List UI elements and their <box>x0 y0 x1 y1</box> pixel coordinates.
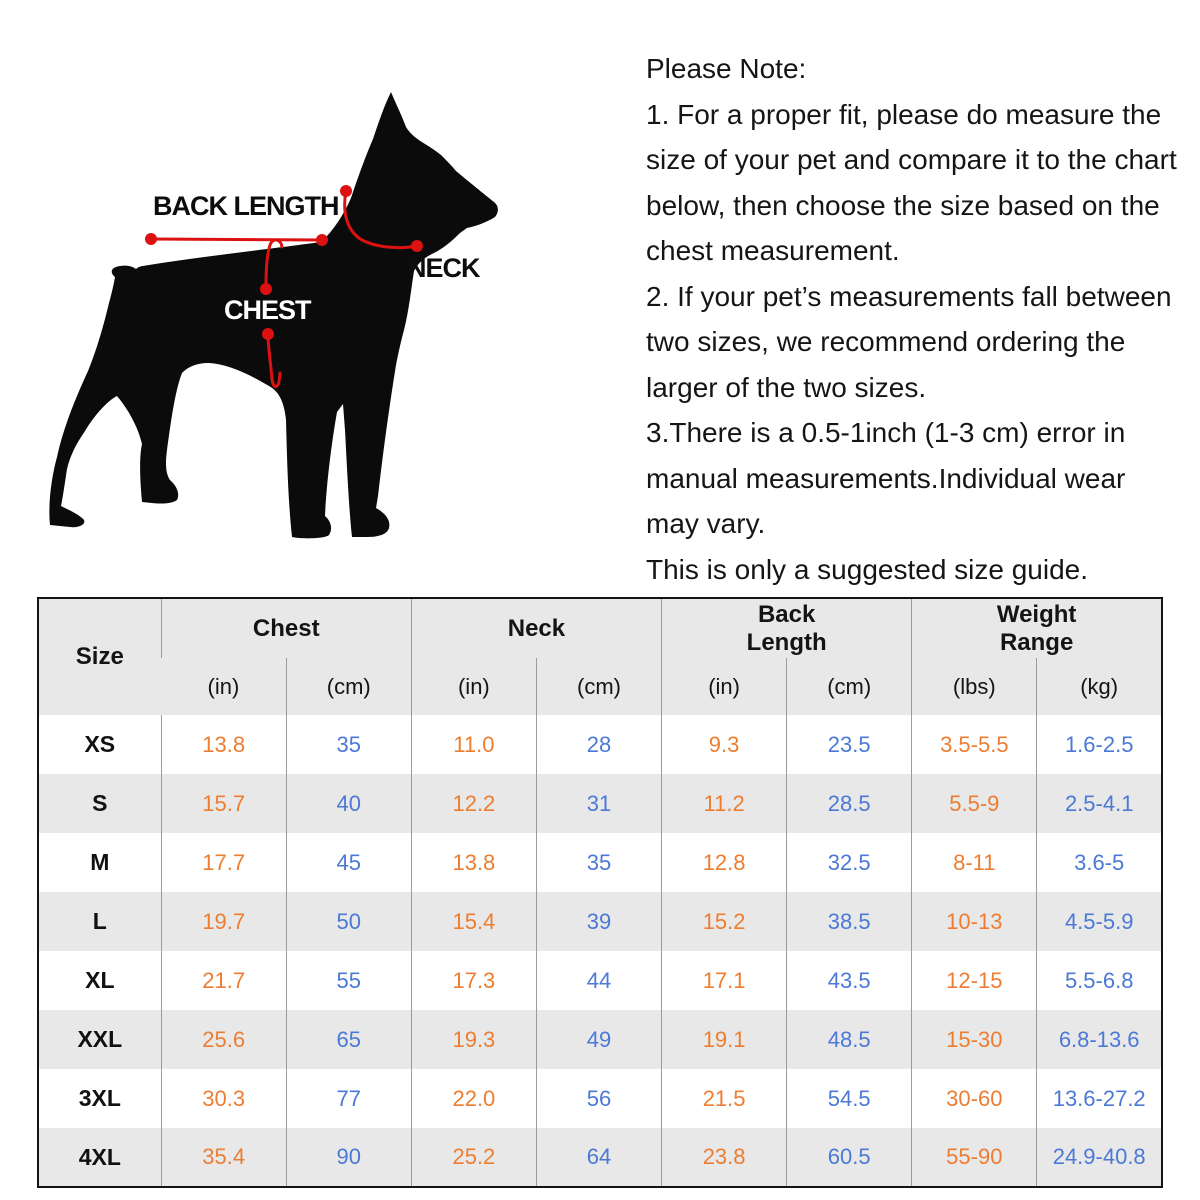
value-cell: 55-90 <box>912 1128 1037 1187</box>
size-cell: XS <box>84 731 116 757</box>
chest-label: CHEST <box>224 295 311 325</box>
value-cell: 22.0 <box>411 1069 536 1128</box>
value-cell: 12-15 <box>912 951 1037 1010</box>
value-cell: 25.2 <box>411 1128 536 1187</box>
back-length-dot-right <box>316 234 328 246</box>
size-cell: L <box>92 908 107 934</box>
unit-neck-in: (in) <box>411 658 536 715</box>
value-cell: 56 <box>536 1069 661 1128</box>
neck-label: NECK <box>407 253 480 283</box>
value-cell: 60.5 <box>787 1128 912 1187</box>
value-cell: 15.4 <box>411 892 536 951</box>
neck-dot-bottom <box>411 240 423 252</box>
value-cell: 35.4 <box>161 1128 286 1187</box>
note-line: size of your pet and compare it to the chart <box>646 144 1177 175</box>
size-cell: M <box>90 849 110 875</box>
note-line: This is only a suggested size guide. <box>646 553 1089 585</box>
unit-back-length-cm: (cm) <box>787 658 912 715</box>
note-line: 3.There is a 0.5-1inch (1-3 cm) error in <box>646 417 1126 448</box>
note-line: two sizes, we recommend ordering the <box>646 326 1126 357</box>
table-row <box>38 715 1162 774</box>
size-table <box>37 597 1163 1188</box>
note-title: Please Note: <box>646 53 807 84</box>
col-group-neck <box>411 598 661 658</box>
value-cell: 30-60 <box>912 1069 1037 1128</box>
value-cell: 28 <box>536 715 661 774</box>
value-cell: 2.5-4.1 <box>1037 774 1162 833</box>
value-cell: 44 <box>536 951 661 1010</box>
col-group-back-length-label: Back Length <box>746 600 827 656</box>
value-cell: 38.5 <box>787 892 912 951</box>
value-cell: 55 <box>286 951 411 1010</box>
unit-neck-cm: (cm) <box>536 658 661 715</box>
value-cell: 11.2 <box>662 774 787 833</box>
value-cell: 19.1 <box>662 1010 787 1069</box>
col-group-neck-label: Neck <box>507 614 566 642</box>
value-cell: 11.0 <box>411 715 536 774</box>
col-group-weight-range <box>912 598 1162 658</box>
value-cell: 12.8 <box>662 833 787 892</box>
table-row <box>38 1010 1162 1069</box>
value-cell: 43.5 <box>787 951 912 1010</box>
table-row <box>38 951 1162 1010</box>
value-cell: 48.5 <box>787 1010 912 1069</box>
col-group-back-length <box>662 598 912 658</box>
note-line: chest measurement. <box>646 235 900 266</box>
note-line: 2. If your pet’s measurements fall between <box>646 280 1172 312</box>
value-cell: 54.5 <box>787 1069 912 1128</box>
value-cell: 32.5 <box>787 833 912 892</box>
back-length-label: BACK LENGTH <box>153 191 339 221</box>
col-group-chest <box>161 598 411 658</box>
chest-dot-top <box>260 283 272 295</box>
table-row <box>38 833 1162 892</box>
col-header-size: Size <box>38 598 161 715</box>
unit-chest-in: (in) <box>161 658 286 715</box>
value-cell: 5.5-6.8 <box>1037 951 1162 1010</box>
value-cell: 13.6-27.2 <box>1037 1069 1162 1128</box>
back-length-dot-left <box>145 233 157 245</box>
value-cell: 90 <box>286 1128 411 1187</box>
size-cell: XXL <box>77 1026 123 1052</box>
value-cell: 77 <box>286 1069 411 1128</box>
note-body <box>646 92 1186 593</box>
value-cell: 5.5-9 <box>912 774 1037 833</box>
note-line: 1. For a proper fit, please do measure the <box>646 98 1162 130</box>
value-cell: 28.5 <box>787 774 912 833</box>
value-cell: 24.9-40.8 <box>1037 1128 1162 1187</box>
value-cell: 3.6-5 <box>1037 833 1162 892</box>
value-cell: 21.5 <box>662 1069 787 1128</box>
neck-dot-top <box>340 185 352 197</box>
unit-weight-kg: (kg) <box>1037 658 1162 715</box>
note-panel <box>646 46 1186 592</box>
unit-chest-cm: (cm) <box>286 658 411 715</box>
value-cell: 39 <box>536 892 661 951</box>
value-cell: 6.8-13.6 <box>1037 1010 1162 1069</box>
value-cell: 45 <box>286 833 411 892</box>
note-line: larger of the two sizes. <box>646 371 927 403</box>
value-cell: 35 <box>286 715 411 774</box>
value-cell: 35 <box>536 833 661 892</box>
note-line: manual measurements.Individual wear <box>646 462 1126 494</box>
back-length-line <box>151 239 322 240</box>
note-line: may vary. <box>646 508 766 539</box>
value-cell: 23.8 <box>662 1128 787 1187</box>
value-cell: 4.5-5.9 <box>1037 892 1162 951</box>
value-cell: 23.5 <box>787 715 912 774</box>
size-cell: 4XL <box>78 1143 121 1170</box>
value-cell: 15-30 <box>912 1010 1037 1069</box>
value-cell: 9.3 <box>662 715 787 774</box>
unit-weight-lbs: (lbs) <box>912 658 1037 715</box>
value-cell: 13.8 <box>161 715 286 774</box>
col-group-weight-range-label: Weight Range <box>996 600 1077 656</box>
value-cell: 15.7 <box>161 774 286 833</box>
col-group-chest-label: Chest <box>252 614 320 642</box>
size-cell: S <box>92 790 108 816</box>
value-cell: 65 <box>286 1010 411 1069</box>
value-cell: 19.3 <box>411 1010 536 1069</box>
value-cell: 12.2 <box>411 774 536 833</box>
value-cell: 15.2 <box>662 892 787 951</box>
value-cell: 13.8 <box>411 833 536 892</box>
value-cell: 17.1 <box>662 951 787 1010</box>
unit-back-length-in: (in) <box>662 658 787 715</box>
value-cell: 17.7 <box>161 833 286 892</box>
value-cell: 50 <box>286 892 411 951</box>
value-cell: 21.7 <box>161 951 286 1010</box>
table-row <box>38 1128 1162 1187</box>
value-cell: 8-11 <box>912 833 1037 892</box>
value-cell: 64 <box>536 1128 661 1187</box>
value-cell: 10-13 <box>912 892 1037 951</box>
value-cell: 40 <box>286 774 411 833</box>
size-cell: 3XL <box>78 1085 121 1111</box>
table-row <box>38 774 1162 833</box>
value-cell: 1.6-2.5 <box>1037 715 1162 774</box>
value-cell: 3.5-5.5 <box>912 715 1037 774</box>
table-row <box>38 1069 1162 1128</box>
table-row <box>38 892 1162 951</box>
value-cell: 19.7 <box>161 892 286 951</box>
value-cell: 49 <box>536 1010 661 1069</box>
value-cell: 25.6 <box>161 1010 286 1069</box>
value-cell: 17.3 <box>411 951 536 1010</box>
note-line: below, then choose the size based on the <box>646 189 1160 221</box>
value-cell: 31 <box>536 774 661 833</box>
value-cell: 30.3 <box>161 1069 286 1128</box>
size-cell: XL <box>85 967 115 993</box>
